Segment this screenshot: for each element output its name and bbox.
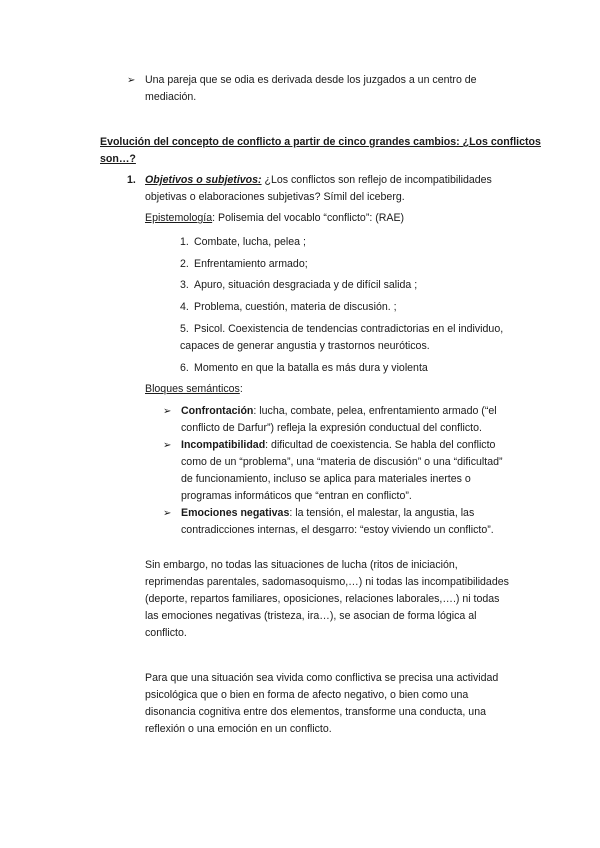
epistemologia-text: : Polisemia del vocablo “conflicto”: (RAE) (212, 212, 405, 224)
bloque-text: : lucha, combate, pelea, enfrentamiento armado (“el (253, 405, 497, 417)
item1-text-1: ¿Los conflictos son reflejo de incompatibilidades (261, 174, 492, 186)
bloque-term: Emociones negativas (181, 507, 290, 519)
definition-text: Momento en que la batalla es más dura y violenta (194, 362, 428, 374)
bullet-arrow-icon: ➢ (163, 406, 172, 417)
definition-text: Enfrentamiento armado; (194, 258, 308, 270)
bloque-term: Confrontación (181, 405, 254, 417)
bloque-item-line: como de un “problema”, una “materia de discusión” o una “dificultad” (181, 456, 503, 468)
bloque-text: : dificultad de coexistencia. Se habla del conflicto (265, 439, 496, 451)
definition-text-continued: capaces de generar angustia y trastornos neuróticos. (180, 340, 430, 352)
item1-line-2: objetivas o elaboraciones subjetivas? Símil del iceberg. (145, 191, 405, 203)
definition-num: 2. (180, 258, 189, 270)
bloque-item-line (181, 403, 497, 420)
definition-text: Problema, cuestión, materia de discusión. ; (194, 301, 397, 313)
paragraph2-line: disonancia cognitiva entre dos elementos, transforme una conducta, una (145, 706, 486, 718)
bloque-item-line: contradicciones internas, el desgarro: “estoy viviendo un conflicto”. (181, 524, 494, 536)
paragraph1-line: las emociones negativas (tristeza, ira…), se asocian de forma lógica al (145, 610, 477, 622)
bullet-arrow-icon: ➢ (127, 75, 136, 86)
definition-num: 6. (180, 362, 189, 374)
item1-number: 1. (127, 174, 136, 186)
paragraph1-line: conflicto. (145, 627, 187, 639)
bloque-item-line: programas informáticos que “entran en conflicto”. (181, 490, 412, 502)
bloque-term: Incompatibilidad (181, 439, 266, 451)
item1-line-1 (145, 172, 492, 189)
bloques-heading (145, 381, 243, 398)
item1-title: Objetivos o subjetivos: (145, 174, 262, 186)
bloque-item-line (181, 437, 495, 454)
bullet-arrow-icon: ➢ (163, 440, 172, 451)
intro-line-1: Una pareja que se odia es derivada desde los juzgados a un centro de (145, 74, 477, 86)
paragraph2-line: psicológica que o bien en forma de afecto negativo, o bien como una (145, 689, 469, 701)
bloque-item-line (181, 505, 474, 522)
definition-num: 5. (180, 323, 189, 335)
epistemologia-label: Epistemología (145, 212, 213, 224)
bloque-item-line: conflicto de Darfur”) refleja la expresión conductual del conflicto. (181, 422, 482, 434)
paragraph1-line: Sin embargo, no todas las situaciones de lucha (ritos de iniciación, (145, 559, 458, 571)
definition-text: Apuro, situación desgraciada y de difícil salida ; (194, 279, 418, 291)
section-heading-line-2: son…? (100, 153, 136, 165)
definition-text: Combate, lucha, pelea ; (194, 236, 306, 248)
definition-num: 1. (180, 236, 189, 248)
bloque-item-line: de funcionamiento, incluso se aplica para materiales inertes o (181, 473, 471, 485)
paragraph2-line: reflexión o una emoción en un conflicto. (145, 723, 332, 735)
definition-num: 4. (180, 301, 189, 313)
paragraph1-line: (deporte, repartos familiares, oposiciones, relaciones laborales,….) ni todas (145, 593, 500, 605)
bloques-label: Bloques semánticos (145, 383, 240, 395)
paragraph2-line: Para que una situación sea vivida como conflictiva se precisa una actividad (145, 672, 499, 684)
definition-num: 3. (180, 279, 189, 291)
bloques-colon: : (239, 383, 243, 395)
section-heading-line-1: Evolución del concepto de conflicto a partir de cinco grandes cambios: ¿Los conflictos (100, 136, 541, 148)
paragraph1-line: reprimendas parentales, sadomasoquismo,…) ni todas las incompatibilidades (145, 576, 509, 588)
bullet-arrow-icon: ➢ (163, 508, 172, 519)
epistemologia-line (145, 210, 404, 227)
bloque-text: : la tensión, el malestar, la angustia, las (289, 507, 475, 519)
definition-text: Psicol. Coexistencia de tendencias contradictorias en el individuo, (194, 323, 504, 335)
intro-line-2: mediación. (145, 91, 197, 103)
